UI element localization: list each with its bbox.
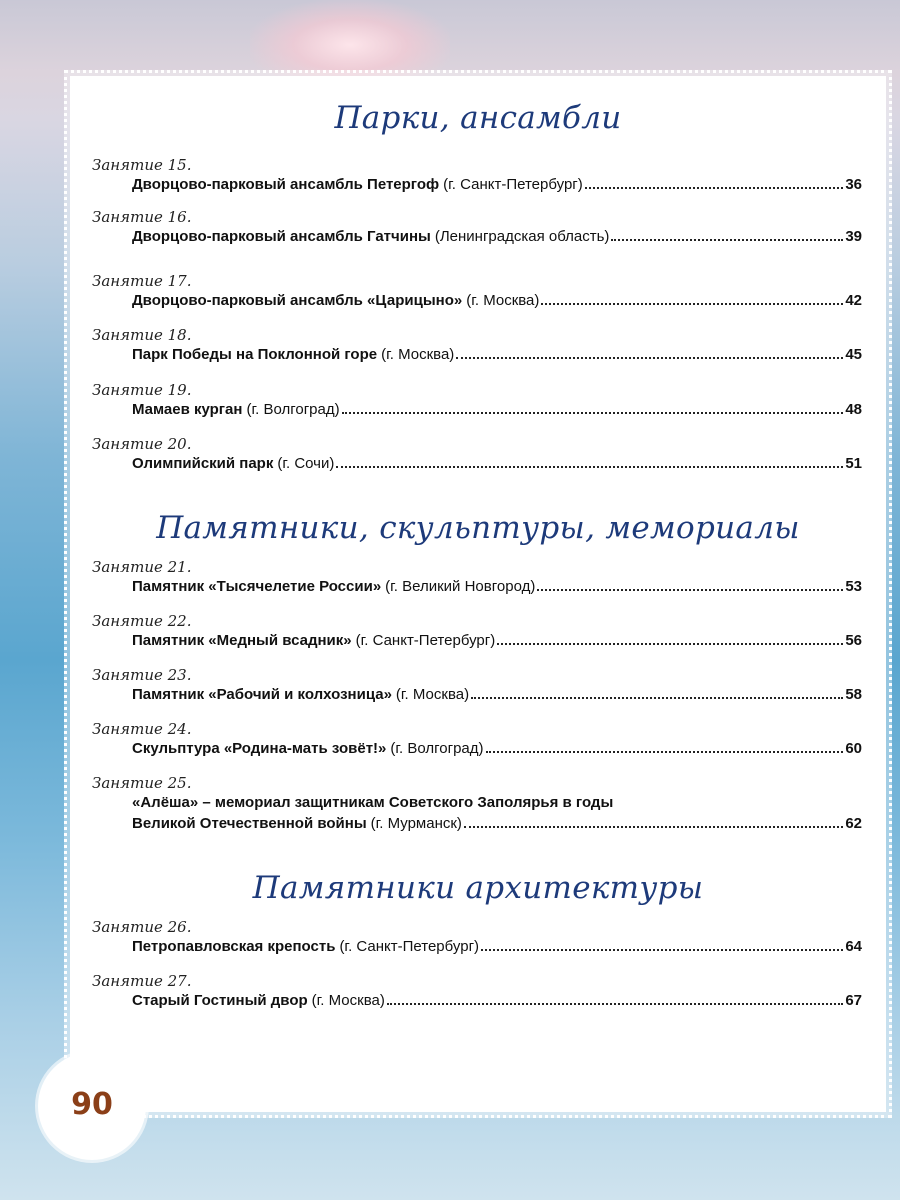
entry-title: Мамаев курган — [132, 401, 243, 418]
toc-entry[interactable] — [92, 972, 862, 1011]
toc-entry[interactable] — [92, 720, 862, 759]
lesson-label: Занятие 19. — [92, 381, 192, 399]
dot-leader — [471, 697, 843, 699]
toc-entry[interactable] — [92, 774, 862, 834]
entry-title-line1: «Алёша» – мемориал защитникам Советского Заполярья в годы — [132, 794, 614, 811]
entry-place: (Ленинградская область) — [434, 228, 610, 245]
toc-entry[interactable] — [92, 666, 862, 705]
toc-sheet — [70, 76, 886, 1112]
entry-page: 56 — [845, 632, 862, 649]
entry-title: Памятник «Медный всадник» — [132, 632, 352, 649]
entry-title: Дворцово-парковый ансамбль Петергоф — [132, 176, 440, 193]
dot-leader — [456, 357, 843, 359]
dot-leader — [336, 466, 843, 468]
entry-place: (г. Санкт-Петербург) — [339, 938, 480, 955]
entry-place: (г. Москва) — [395, 686, 470, 703]
entry-page: 45 — [845, 346, 862, 363]
section-title-architecture: Памятники архитектуры — [252, 870, 704, 906]
entry-title: Скульптура «Родина-мать зовёт!» — [132, 740, 387, 757]
entry-title: Старый Гостиный двор — [132, 992, 308, 1009]
lesson-label: Занятие 27. — [92, 972, 192, 990]
entry-page: 51 — [845, 455, 862, 472]
entry-place: (г. Москва) — [311, 992, 385, 1009]
entry-page: 48 — [845, 401, 862, 418]
toc-entry[interactable] — [92, 272, 862, 311]
toc-entry[interactable] — [92, 156, 862, 195]
lesson-label: Занятие 24. — [92, 720, 192, 738]
dot-leader — [342, 412, 844, 414]
entry-place: (г. Санкт-Петербург) — [443, 176, 583, 193]
entry-title: Парк Победы на Поклонной горе — [132, 346, 378, 363]
lesson-label: Занятие 16. — [92, 208, 192, 226]
toc-entry[interactable] — [92, 435, 862, 474]
entry-place: (г. Мурманск) — [370, 815, 462, 832]
toc-entry[interactable] — [92, 381, 862, 420]
entry-place: (г. Сочи) — [277, 455, 335, 472]
lesson-label: Занятие 17. — [92, 272, 192, 290]
entry-page: 42 — [845, 292, 862, 309]
entry-place: (г. Великий Новгород) — [385, 578, 536, 595]
toc-entry[interactable] — [92, 918, 862, 957]
entry-title: Памятник «Тысячелетие России» — [132, 578, 382, 595]
entry-place: (г. Москва) — [466, 292, 540, 309]
lesson-label: Занятие 25. — [92, 774, 192, 792]
toc-entry[interactable] — [92, 326, 862, 365]
entry-title: Великой Отечественной войны — [132, 815, 367, 832]
entry-place: (г. Волгоград) — [390, 740, 484, 757]
page-number-badge — [38, 1052, 146, 1160]
dot-leader — [537, 589, 843, 591]
entry-place: (г. Москва) — [381, 346, 455, 363]
entry-place: (г. Волгоград) — [246, 401, 340, 418]
dot-leader — [585, 187, 844, 189]
entry-page: 58 — [845, 686, 862, 703]
toc-entry[interactable] — [92, 612, 862, 651]
lesson-label: Занятие 22. — [92, 612, 192, 630]
dot-leader — [464, 826, 843, 828]
entry-title: Петропавловская крепость — [132, 938, 336, 955]
dot-leader — [497, 643, 843, 645]
section-title-parks: Парки, ансамбли — [334, 100, 622, 136]
dot-leader — [541, 303, 843, 305]
page-number: 90 — [71, 1086, 113, 1122]
section-title-monuments: Памятники, скульптуры, мемориалы — [156, 510, 800, 546]
entry-title: Дворцово-парковый ансамбль Гатчины — [132, 228, 431, 245]
lesson-label: Занятие 21. — [92, 558, 192, 576]
entry-title: Памятник «Рабочий и колхозница» — [132, 686, 392, 703]
toc-entry[interactable] — [92, 558, 862, 597]
entry-page: 64 — [845, 938, 862, 955]
entry-page: 53 — [845, 578, 862, 595]
entry-title: Дворцово-парковый ансамбль «Царицыно» — [132, 292, 463, 309]
entry-page: 36 — [845, 176, 862, 193]
dot-leader — [481, 949, 843, 951]
dot-leader — [611, 239, 843, 241]
entry-title: Олимпийский парк — [132, 455, 274, 472]
toc-entry[interactable] — [92, 208, 862, 247]
lesson-label: Занятие 20. — [92, 435, 192, 453]
entry-page: 39 — [845, 228, 862, 245]
entry-place: (г. Санкт-Петербург) — [355, 632, 496, 649]
lesson-label: Занятие 23. — [92, 666, 192, 684]
entry-page: 62 — [845, 815, 862, 832]
dot-leader — [387, 1003, 843, 1005]
entry-page: 60 — [845, 740, 862, 757]
lesson-label: Занятие 15. — [92, 156, 192, 174]
entry-page: 67 — [845, 992, 862, 1009]
lesson-label: Занятие 26. — [92, 918, 192, 936]
lesson-label: Занятие 18. — [92, 326, 192, 344]
dot-leader — [486, 751, 844, 753]
